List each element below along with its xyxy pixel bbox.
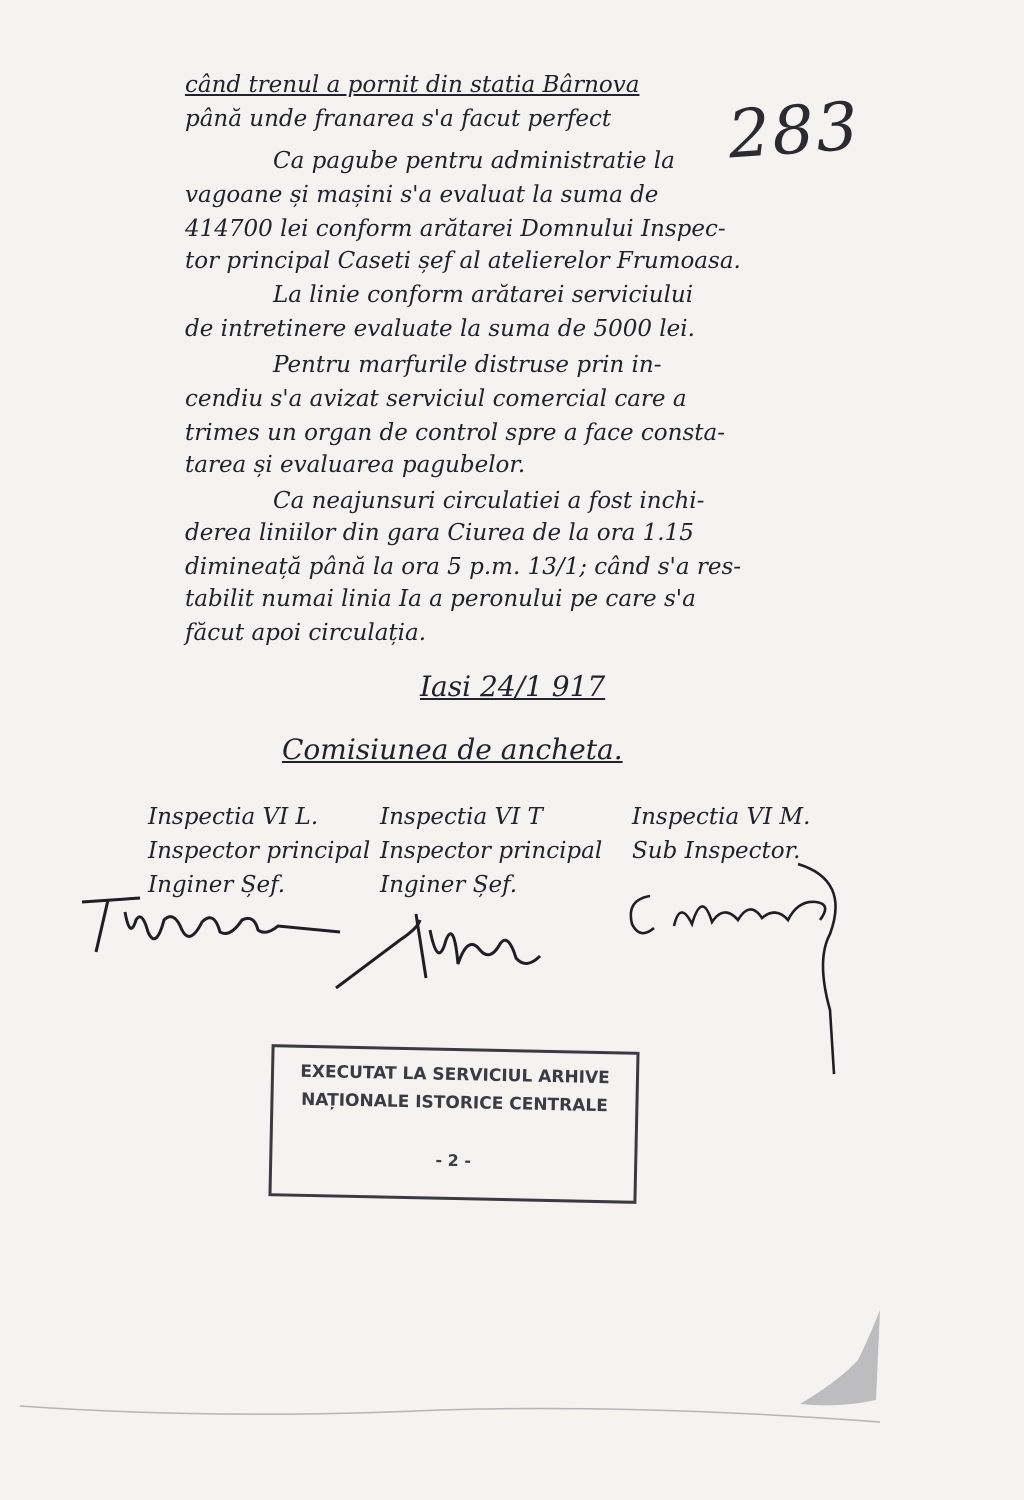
signature-1 bbox=[70, 880, 350, 960]
handwritten-line: tabilit numai linia Ia a peronului pe care s'a bbox=[185, 586, 696, 612]
handwritten-line: derea liniilor din gara Ciurea de la ora 1.15 bbox=[185, 520, 694, 546]
signatory-rank: Sub Inspector. bbox=[632, 838, 801, 864]
signatory-role: Inginer Șef. bbox=[148, 872, 286, 898]
signatory-office: Inspectia VI T bbox=[380, 804, 543, 830]
handwritten-line: până unde franarea s'a facut perfect bbox=[185, 106, 612, 132]
stamp-line-1: EXECUTAT LA SERVICIUL ARHIVE bbox=[300, 1061, 610, 1089]
handwritten-line: tor principal Caseti șef al atelierelor Frumoasa. bbox=[185, 248, 741, 274]
handwritten-line: Pentru marfurile distruse prin in- bbox=[273, 352, 662, 378]
stamp-page-number: - 2 - bbox=[435, 1150, 472, 1171]
handwritten-line: de intretinere evaluate la suma de 5000 lei. bbox=[185, 316, 695, 342]
signatory-office: Inspectia VI L. bbox=[148, 804, 319, 830]
archive-stamp bbox=[268, 1044, 639, 1204]
handwritten-line: trimes un organ de control spre a face consta- bbox=[185, 420, 725, 446]
folio-number: 283 bbox=[725, 87, 863, 174]
date-line: Iasi 24/1 917 bbox=[420, 670, 606, 703]
handwritten-line: 414700 lei conform arătarei Domnului Inspec- bbox=[185, 216, 726, 242]
handwritten-line: cendiu s'a avizat serviciul comercial care a bbox=[185, 386, 687, 412]
handwritten-line: când trenul a pornit din statia Bârnova bbox=[185, 72, 640, 98]
signature-2 bbox=[330, 900, 570, 1000]
commission-title: Comisiunea de ancheta. bbox=[282, 733, 623, 766]
signatory-rank: Inspector principal bbox=[148, 838, 371, 864]
signatory-role: Inginer Șef. bbox=[380, 872, 518, 898]
scan-edge-line bbox=[20, 1380, 900, 1440]
handwritten-line: dimineață până la ora 5 p.m. 13/1; când s'a res- bbox=[185, 554, 742, 580]
signatory-office: Inspectia VI M. bbox=[632, 804, 811, 830]
signatory-block-3 bbox=[632, 800, 810, 868]
handwritten-line: făcut apoi circulația. bbox=[185, 620, 427, 646]
signatory-block-2 bbox=[380, 800, 602, 902]
handwritten-line: tarea și evaluarea pagubelor. bbox=[185, 452, 526, 478]
signature-3 bbox=[620, 860, 860, 1080]
signatory-rank: Inspector principal bbox=[380, 838, 603, 864]
handwritten-line: vagoane și mașini s'a evaluat la suma de bbox=[185, 182, 659, 208]
handwritten-line: Ca neajunsuri circulatiei a fost inchi- bbox=[273, 488, 705, 514]
handwritten-line: Ca pagube pentru administratie la bbox=[273, 148, 675, 174]
handwritten-line: La linie conform arătarei serviciului bbox=[273, 282, 694, 308]
stamp-line-2: NAȚIONALE ISTORICE CENTRALE bbox=[300, 1089, 609, 1117]
